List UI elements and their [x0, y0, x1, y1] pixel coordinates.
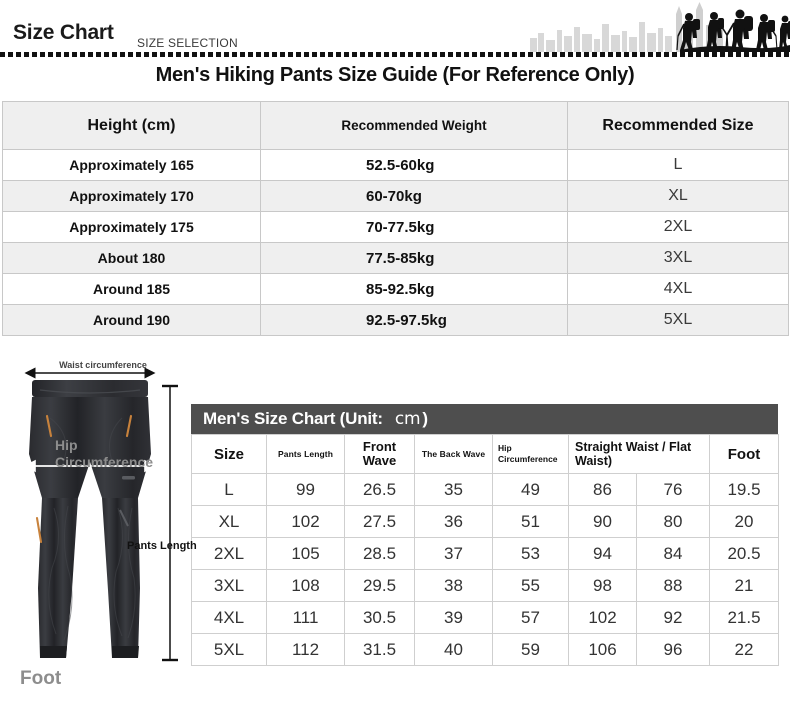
- cell-size: 2XL: [568, 212, 789, 243]
- cell-size: 4XL: [192, 602, 267, 634]
- hikers-skyline-silhouette-icon: [530, 0, 790, 52]
- cell-weight: 85-92.5kg: [261, 274, 568, 305]
- size-chart-title-suffix: ): [422, 409, 428, 428]
- cell-front-wave: 28.5: [345, 538, 415, 570]
- detailed-measurement-table: [191, 434, 779, 666]
- cell-straight-waist: 106: [569, 634, 637, 666]
- pants-length-label: Pants Length: [127, 540, 197, 552]
- cell-back-wave: 37: [415, 538, 493, 570]
- table-row: [192, 570, 779, 602]
- table-header-row: [192, 435, 779, 474]
- table-row: [3, 212, 789, 243]
- column-header-foot: Foot: [710, 435, 779, 474]
- cell-pants-length: 102: [267, 506, 345, 538]
- foot-label: Foot: [20, 668, 62, 689]
- cell-straight-waist: 102: [569, 602, 637, 634]
- cell-pants-length: 105: [267, 538, 345, 570]
- cell-pants-length: 108: [267, 570, 345, 602]
- table-header-row: [3, 102, 789, 150]
- cell-hip: 53: [493, 538, 569, 570]
- column-header-back-wave: The Back Wave: [415, 435, 493, 474]
- cell-foot: 21.5: [710, 602, 779, 634]
- cell-weight: 92.5-97.5kg: [261, 305, 568, 336]
- cell-size: 5XL: [192, 634, 267, 666]
- cell-height: Approximately 165: [3, 150, 261, 181]
- cell-straight-waist: 98: [569, 570, 637, 602]
- size-chart-unit: cm: [394, 409, 421, 429]
- table-row: [3, 150, 789, 181]
- column-header-height: Height (cm): [3, 102, 261, 150]
- cell-foot: 21: [710, 570, 779, 602]
- cell-size: 5XL: [568, 305, 789, 336]
- cell-foot: 22: [710, 634, 779, 666]
- cell-pants-length: 112: [267, 634, 345, 666]
- cell-size: XL: [568, 181, 789, 212]
- cell-pants-length: 111: [267, 602, 345, 634]
- cell-back-wave: 38: [415, 570, 493, 602]
- cell-height: About 180: [3, 243, 261, 274]
- cell-back-wave: 40: [415, 634, 493, 666]
- cell-straight-waist: 90: [569, 506, 637, 538]
- cell-back-wave: 35: [415, 474, 493, 506]
- column-header-front-wave: Front Wave: [345, 435, 415, 474]
- table-row: [192, 634, 779, 666]
- size-guide-heading: Men's Hiking Pants Size Guide (For Reference Only): [155, 64, 635, 86]
- cell-weight: 70-77.5kg: [261, 212, 568, 243]
- column-header-size: Size: [192, 435, 267, 474]
- cell-straight-waist: 94: [569, 538, 637, 570]
- column-header-hip-circumference: Hip Circumference: [493, 435, 569, 474]
- cell-foot: 20: [710, 506, 779, 538]
- table-row: [3, 274, 789, 305]
- cell-pants-length: 99: [267, 474, 345, 506]
- cell-flat-waist: 76: [637, 474, 710, 506]
- cell-size: L: [568, 150, 789, 181]
- cell-size: XL: [192, 506, 267, 538]
- table-row: [192, 602, 779, 634]
- table-row: [192, 474, 779, 506]
- column-header-weight: Recommended Weight: [261, 102, 568, 150]
- page-title: Size Chart: [13, 21, 114, 44]
- cell-flat-waist: 92: [637, 602, 710, 634]
- size-chart-title: [191, 404, 778, 434]
- cell-weight: 77.5-85kg: [261, 243, 568, 274]
- cell-front-wave: 31.5: [345, 634, 415, 666]
- cell-flat-waist: 84: [637, 538, 710, 570]
- cell-size: 4XL: [568, 274, 789, 305]
- cell-flat-waist: 88: [637, 570, 710, 602]
- cell-height: Approximately 170: [3, 181, 261, 212]
- column-header-pants-length: Pants Length: [267, 435, 345, 474]
- pants-measurement-diagram: [10, 358, 190, 698]
- cell-front-wave: 27.5: [345, 506, 415, 538]
- cell-hip: 57: [493, 602, 569, 634]
- table-row: [192, 506, 779, 538]
- cell-foot: 19.5: [710, 474, 779, 506]
- cell-height: Around 185: [3, 274, 261, 305]
- cell-weight: 60-70kg: [261, 181, 568, 212]
- table-row: [192, 538, 779, 570]
- size-chart-title-prefix: Men's Size Chart (Unit:: [203, 409, 383, 428]
- cell-back-wave: 36: [415, 506, 493, 538]
- banner-divider: [0, 52, 790, 57]
- cell-hip: 51: [493, 506, 569, 538]
- cell-front-wave: 26.5: [345, 474, 415, 506]
- cell-hip: 59: [493, 634, 569, 666]
- cell-hip: 49: [493, 474, 569, 506]
- cell-flat-waist: 96: [637, 634, 710, 666]
- page-subtitle: SIZE SELECTION: [137, 36, 238, 50]
- column-header-straight-flat-waist: Straight Waist / Flat Waist): [569, 435, 710, 474]
- height-weight-size-table: [2, 101, 789, 336]
- table-row: [3, 305, 789, 336]
- cell-front-wave: 29.5: [345, 570, 415, 602]
- waist-circumference-label: Waist circumference: [59, 360, 147, 370]
- cell-foot: 20.5: [710, 538, 779, 570]
- cell-back-wave: 39: [415, 602, 493, 634]
- column-header-size: Recommended Size: [568, 102, 789, 150]
- cell-hip: 55: [493, 570, 569, 602]
- cell-height: Around 190: [3, 305, 261, 336]
- page-banner: [0, 0, 790, 57]
- hip-circumference-label: Hip Circumference: [55, 437, 154, 470]
- size-chart-panel: [191, 404, 778, 666]
- table-row: [3, 181, 789, 212]
- cell-size: L: [192, 474, 267, 506]
- cell-height: Approximately 175: [3, 212, 261, 243]
- cell-size: 2XL: [192, 538, 267, 570]
- cell-size: 3XL: [192, 570, 267, 602]
- table-row: [3, 243, 789, 274]
- cell-front-wave: 30.5: [345, 602, 415, 634]
- cell-weight: 52.5-60kg: [261, 150, 568, 181]
- cell-straight-waist: 86: [569, 474, 637, 506]
- cell-flat-waist: 80: [637, 506, 710, 538]
- cell-size: 3XL: [568, 243, 789, 274]
